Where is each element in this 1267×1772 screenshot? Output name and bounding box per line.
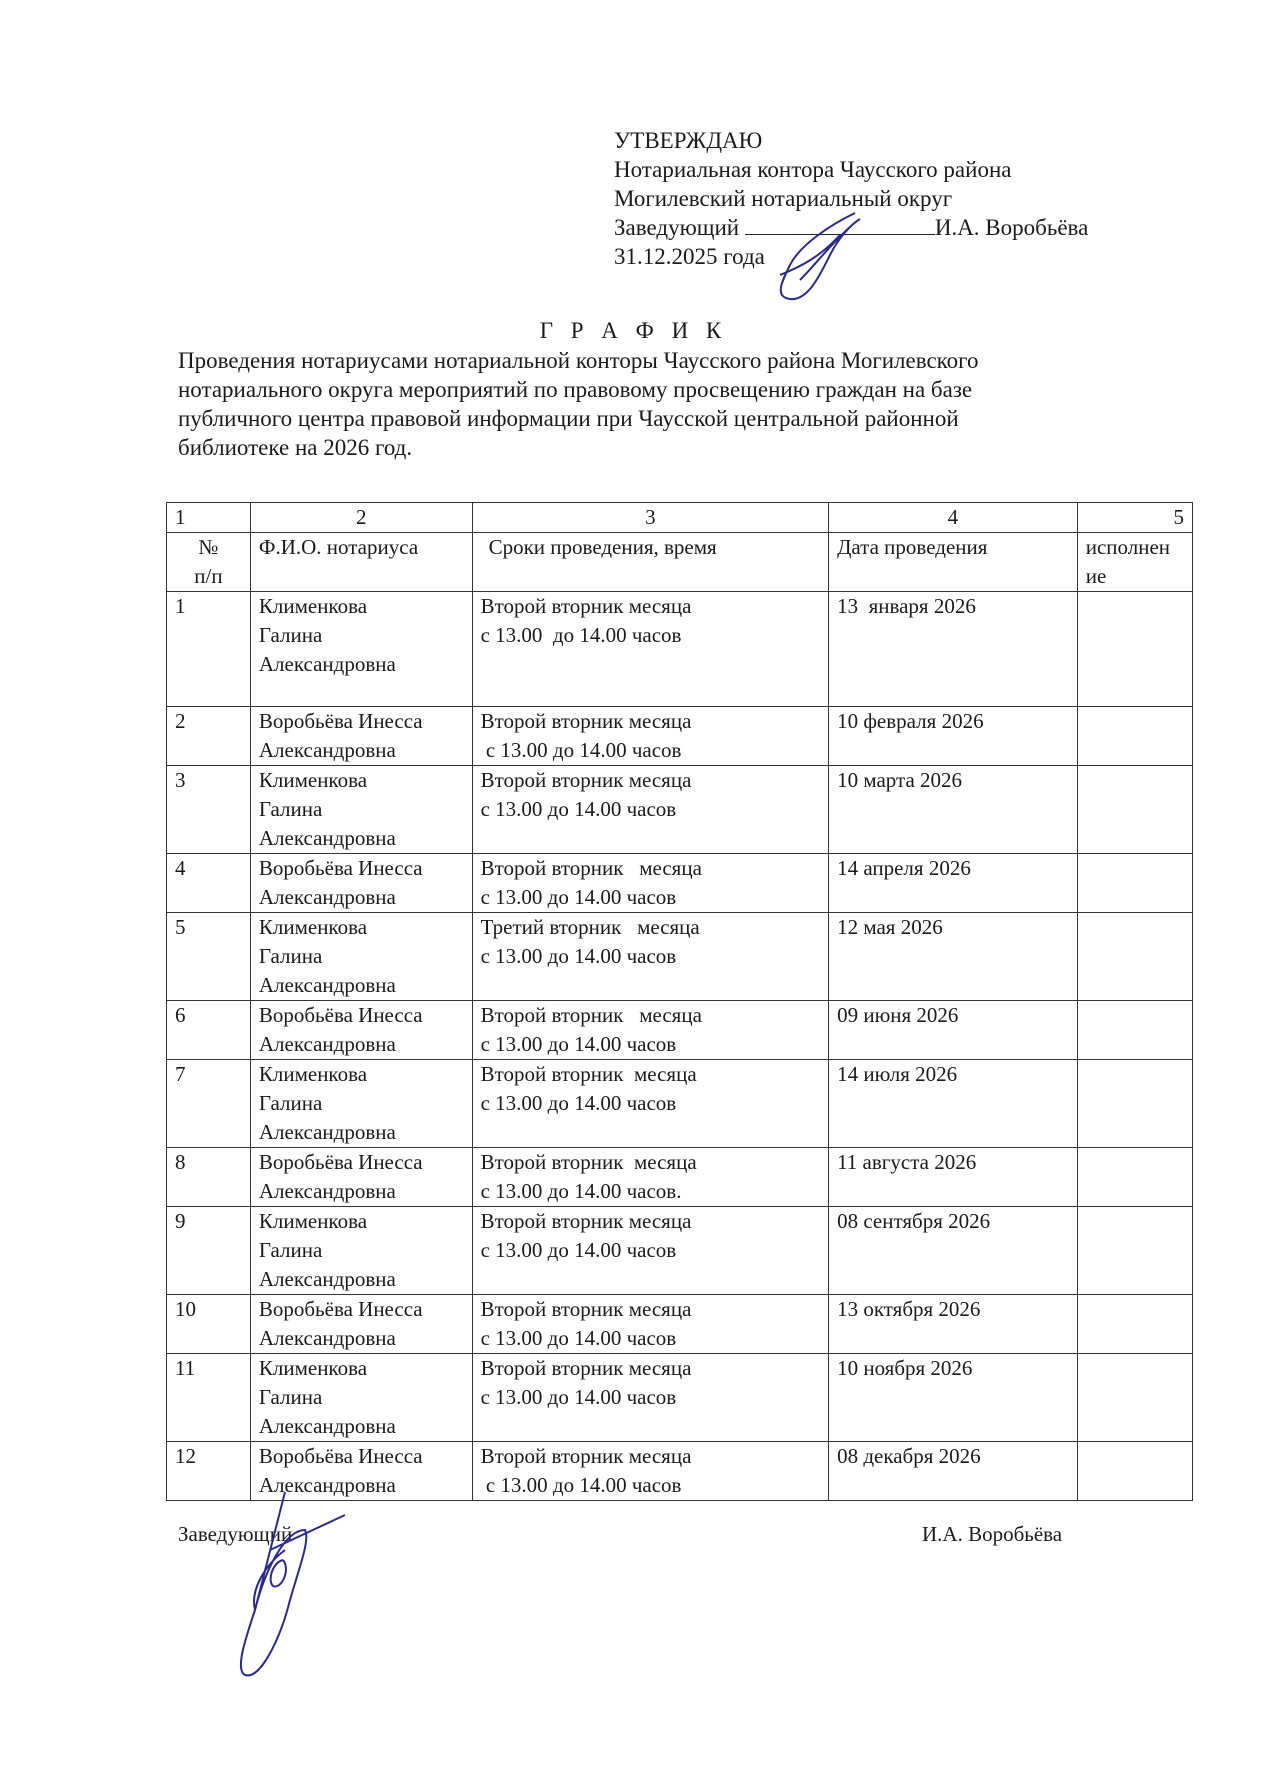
completion-cell — [1077, 1354, 1192, 1442]
completion-cell — [1077, 592, 1192, 707]
period — [472, 1354, 828, 1442]
notary-name-line: Александровна — [258, 1267, 396, 1291]
period — [472, 854, 828, 913]
notary-name-line: Галина — [258, 797, 323, 821]
period — [472, 913, 828, 1001]
notary-name-line: Александровна — [258, 973, 396, 997]
notary-name — [250, 1207, 472, 1295]
row-number: 4 — [167, 854, 251, 913]
row-number: 3 — [167, 766, 251, 854]
notary-name-line: Воробьёва Инесса — [258, 1297, 423, 1321]
table-row — [167, 1060, 1193, 1148]
notary-name-line: Александровна — [258, 826, 396, 850]
notary-name — [250, 1060, 472, 1148]
approval-heading: УТВЕРЖДАЮ — [614, 128, 763, 153]
notary-name-line: Александровна — [258, 738, 396, 762]
notary-name-line: Александровна — [258, 652, 396, 676]
column-number: 3 — [472, 503, 828, 533]
notary-name-line: Клименкова — [258, 1209, 368, 1233]
event-date: 13 октября 2026 — [829, 1295, 1078, 1354]
notary-name-line: Галина — [258, 1238, 323, 1262]
notary-name-line: Воробьёва Инесса — [258, 1150, 423, 1174]
header-period-text: Сроки проведения, время — [488, 535, 717, 559]
signature-mark-bottom — [215, 1490, 375, 1690]
notary-name-line: Александровна — [258, 1179, 396, 1203]
header-num — [167, 533, 251, 592]
notary-name-line: Клименкова — [258, 915, 368, 939]
document-title: Г Р А Ф И К — [539, 318, 728, 343]
row-number: 12 — [167, 1442, 251, 1501]
notary-name-line: Галина — [258, 1091, 323, 1115]
footer-position: Заведующий — [178, 1522, 293, 1546]
header-num-line: № — [198, 535, 219, 559]
row-number: 1 — [167, 592, 251, 707]
notary-name — [250, 1001, 472, 1060]
period-line: с 13.00 до 14.00 часов — [480, 1091, 677, 1115]
notary-name-line: Галина — [258, 944, 323, 968]
subtitle-line: Проведения нотариусами нотариальной конторы Чаусского района Могилевского — [178, 348, 979, 373]
period-line: с 13.00 до 14.00 часов — [480, 1473, 682, 1497]
notary-name-line: Воробьёва Инесса — [258, 1003, 423, 1027]
period-line: Второй вторник месяца — [480, 1209, 692, 1233]
approval-position: Заведующий — [614, 215, 740, 240]
period-line: с 13.00 до 14.00 часов — [480, 797, 677, 821]
period-line: с 13.00 до 14.00 часов — [480, 1238, 677, 1262]
table-row — [167, 592, 1193, 707]
notary-name-line: Галина — [258, 1385, 323, 1409]
period — [472, 1442, 828, 1501]
notary-name — [250, 1354, 472, 1442]
notary-name-line: Воробьёва Инесса — [258, 856, 423, 880]
notary-name-line: Александровна — [258, 1032, 396, 1056]
approval-org: Нотариальная контора Чаусского района — [614, 157, 1012, 182]
subtitle-line: библиотеке на 2026 год. — [178, 435, 413, 460]
completion-cell — [1077, 766, 1192, 854]
schedule-table — [166, 502, 1193, 1501]
event-date: 10 марта 2026 — [829, 766, 1078, 854]
period-line: с 13.00 до 14.00 часов — [480, 738, 682, 762]
completion-cell — [1077, 1060, 1192, 1148]
approval-district: Могилевский нотариальный округ — [614, 186, 953, 211]
period-line: Второй вторник месяца — [480, 1150, 697, 1174]
notary-name-line: Александровна — [258, 1473, 396, 1497]
subtitle-line: нотариального округа мероприятий по правовому просвещению граждан на базе — [178, 377, 973, 402]
table-row — [167, 1001, 1193, 1060]
completion-cell — [1077, 913, 1192, 1001]
header-done — [1077, 533, 1192, 592]
notary-name-line: Воробьёва Инесса — [258, 709, 423, 733]
header-row — [167, 533, 1193, 592]
notary-name-line: Галина — [258, 623, 323, 647]
period-line: Третий вторник месяца — [480, 915, 700, 939]
notary-name-line: Александровна — [258, 885, 396, 909]
table-row — [167, 1295, 1193, 1354]
notary-name — [250, 592, 472, 707]
completion-cell — [1077, 854, 1192, 913]
event-date: 10 ноября 2026 — [829, 1354, 1078, 1442]
period-line: Второй вторник месяца — [480, 1003, 702, 1027]
header-period — [472, 533, 828, 592]
period-line: с 13.00 до 14.00 часов — [480, 944, 677, 968]
period — [472, 1295, 828, 1354]
table-row — [167, 1148, 1193, 1207]
column-number: 1 — [167, 503, 251, 533]
row-number: 9 — [167, 1207, 251, 1295]
completion-cell — [1077, 1001, 1192, 1060]
row-number: 10 — [167, 1295, 251, 1354]
period-line: Второй вторник месяца — [480, 709, 692, 733]
period-line: с 13.00 до 14.00 часов — [480, 1385, 677, 1409]
notary-name — [250, 1295, 472, 1354]
period-line: с 13.00 до 14.00 часов — [480, 623, 682, 647]
event-date: 13 января 2026 — [829, 592, 1078, 707]
period-line: с 13.00 до 14.00 часов — [480, 1326, 677, 1350]
notary-name — [250, 1148, 472, 1207]
event-date: 12 мая 2026 — [829, 913, 1078, 1001]
notary-name — [250, 854, 472, 913]
event-date: 09 июня 2026 — [829, 1001, 1078, 1060]
period — [472, 1207, 828, 1295]
table-row — [167, 854, 1193, 913]
row-number: 6 — [167, 1001, 251, 1060]
event-date: 14 апреля 2026 — [829, 854, 1078, 913]
notary-name-line: Клименкова — [258, 768, 368, 792]
table-row — [167, 766, 1193, 854]
period — [472, 1148, 828, 1207]
document-subtitle — [178, 346, 1138, 462]
row-number: 8 — [167, 1148, 251, 1207]
approval-date: 31.12.2025 года — [614, 244, 765, 269]
footer-signatory: И.А. Воробьёва — [922, 1522, 1063, 1546]
period-line: Второй вторник месяца — [480, 1297, 692, 1321]
header-num-line: п/п — [194, 564, 223, 588]
period-line: Второй вторник месяца — [480, 768, 692, 792]
signature-mark-top — [760, 205, 870, 305]
period-line: Второй вторник месяца — [480, 594, 692, 618]
notary-name-line: Александровна — [258, 1326, 396, 1350]
period-line: с 13.00 до 14.00 часов — [480, 1032, 677, 1056]
notary-name-line: Клименкова — [258, 1356, 368, 1380]
event-date: 14 июля 2026 — [829, 1060, 1078, 1148]
row-number: 2 — [167, 707, 251, 766]
period — [472, 707, 828, 766]
period-line: Второй вторник месяца — [480, 1444, 692, 1468]
period-line: с 13.00 до 14.00 часов — [480, 885, 677, 909]
row-number: 5 — [167, 913, 251, 1001]
table-row — [167, 913, 1193, 1001]
event-date: 10 февраля 2026 — [829, 707, 1078, 766]
period — [472, 766, 828, 854]
completion-cell — [1077, 707, 1192, 766]
notary-name — [250, 707, 472, 766]
notary-name-line: Клименкова — [258, 1062, 368, 1086]
column-number: 4 — [829, 503, 1078, 533]
column-number: 5 — [1077, 503, 1192, 533]
event-date: 11 августа 2026 — [829, 1148, 1078, 1207]
notary-name-line: Воробьёва Инесса — [258, 1444, 423, 1468]
period-line: Второй вторник месяца — [480, 856, 702, 880]
approval-signatory: И.А. Воробьёва — [934, 215, 1089, 240]
completion-cell — [1077, 1442, 1192, 1501]
completion-cell — [1077, 1295, 1192, 1354]
period — [472, 1001, 828, 1060]
completion-cell — [1077, 1148, 1192, 1207]
table-row — [167, 1207, 1193, 1295]
header-done-line: исполнен — [1085, 535, 1171, 559]
row-number: 11 — [167, 1354, 251, 1442]
notary-name-line: Александровна — [258, 1414, 396, 1438]
header-done-line: ие — [1085, 564, 1107, 588]
table-row — [167, 707, 1193, 766]
column-number: 2 — [250, 503, 472, 533]
table-row — [167, 1354, 1193, 1442]
row-number: 7 — [167, 1060, 251, 1148]
notary-name — [250, 913, 472, 1001]
period-line: с 13.00 до 14.00 часов. — [480, 1179, 682, 1203]
column-number-row — [167, 503, 1193, 533]
subtitle-line: публичного центра правовой информации при Чаусской центральной районной — [178, 406, 959, 431]
event-date: 08 декабря 2026 — [829, 1442, 1078, 1501]
period-line: Второй вторник месяца — [480, 1356, 692, 1380]
notary-name-line: Клименкова — [258, 594, 368, 618]
period — [472, 592, 828, 707]
event-date: 08 сентября 2026 — [829, 1207, 1078, 1295]
notary-name-line: Александровна — [258, 1120, 396, 1144]
completion-cell — [1077, 1207, 1192, 1295]
period-line: Второй вторник месяца — [480, 1062, 697, 1086]
header-date: Дата проведения — [829, 533, 1078, 592]
header-name: Ф.И.О. нотариуса — [250, 533, 472, 592]
period — [472, 1060, 828, 1148]
notary-name — [250, 766, 472, 854]
